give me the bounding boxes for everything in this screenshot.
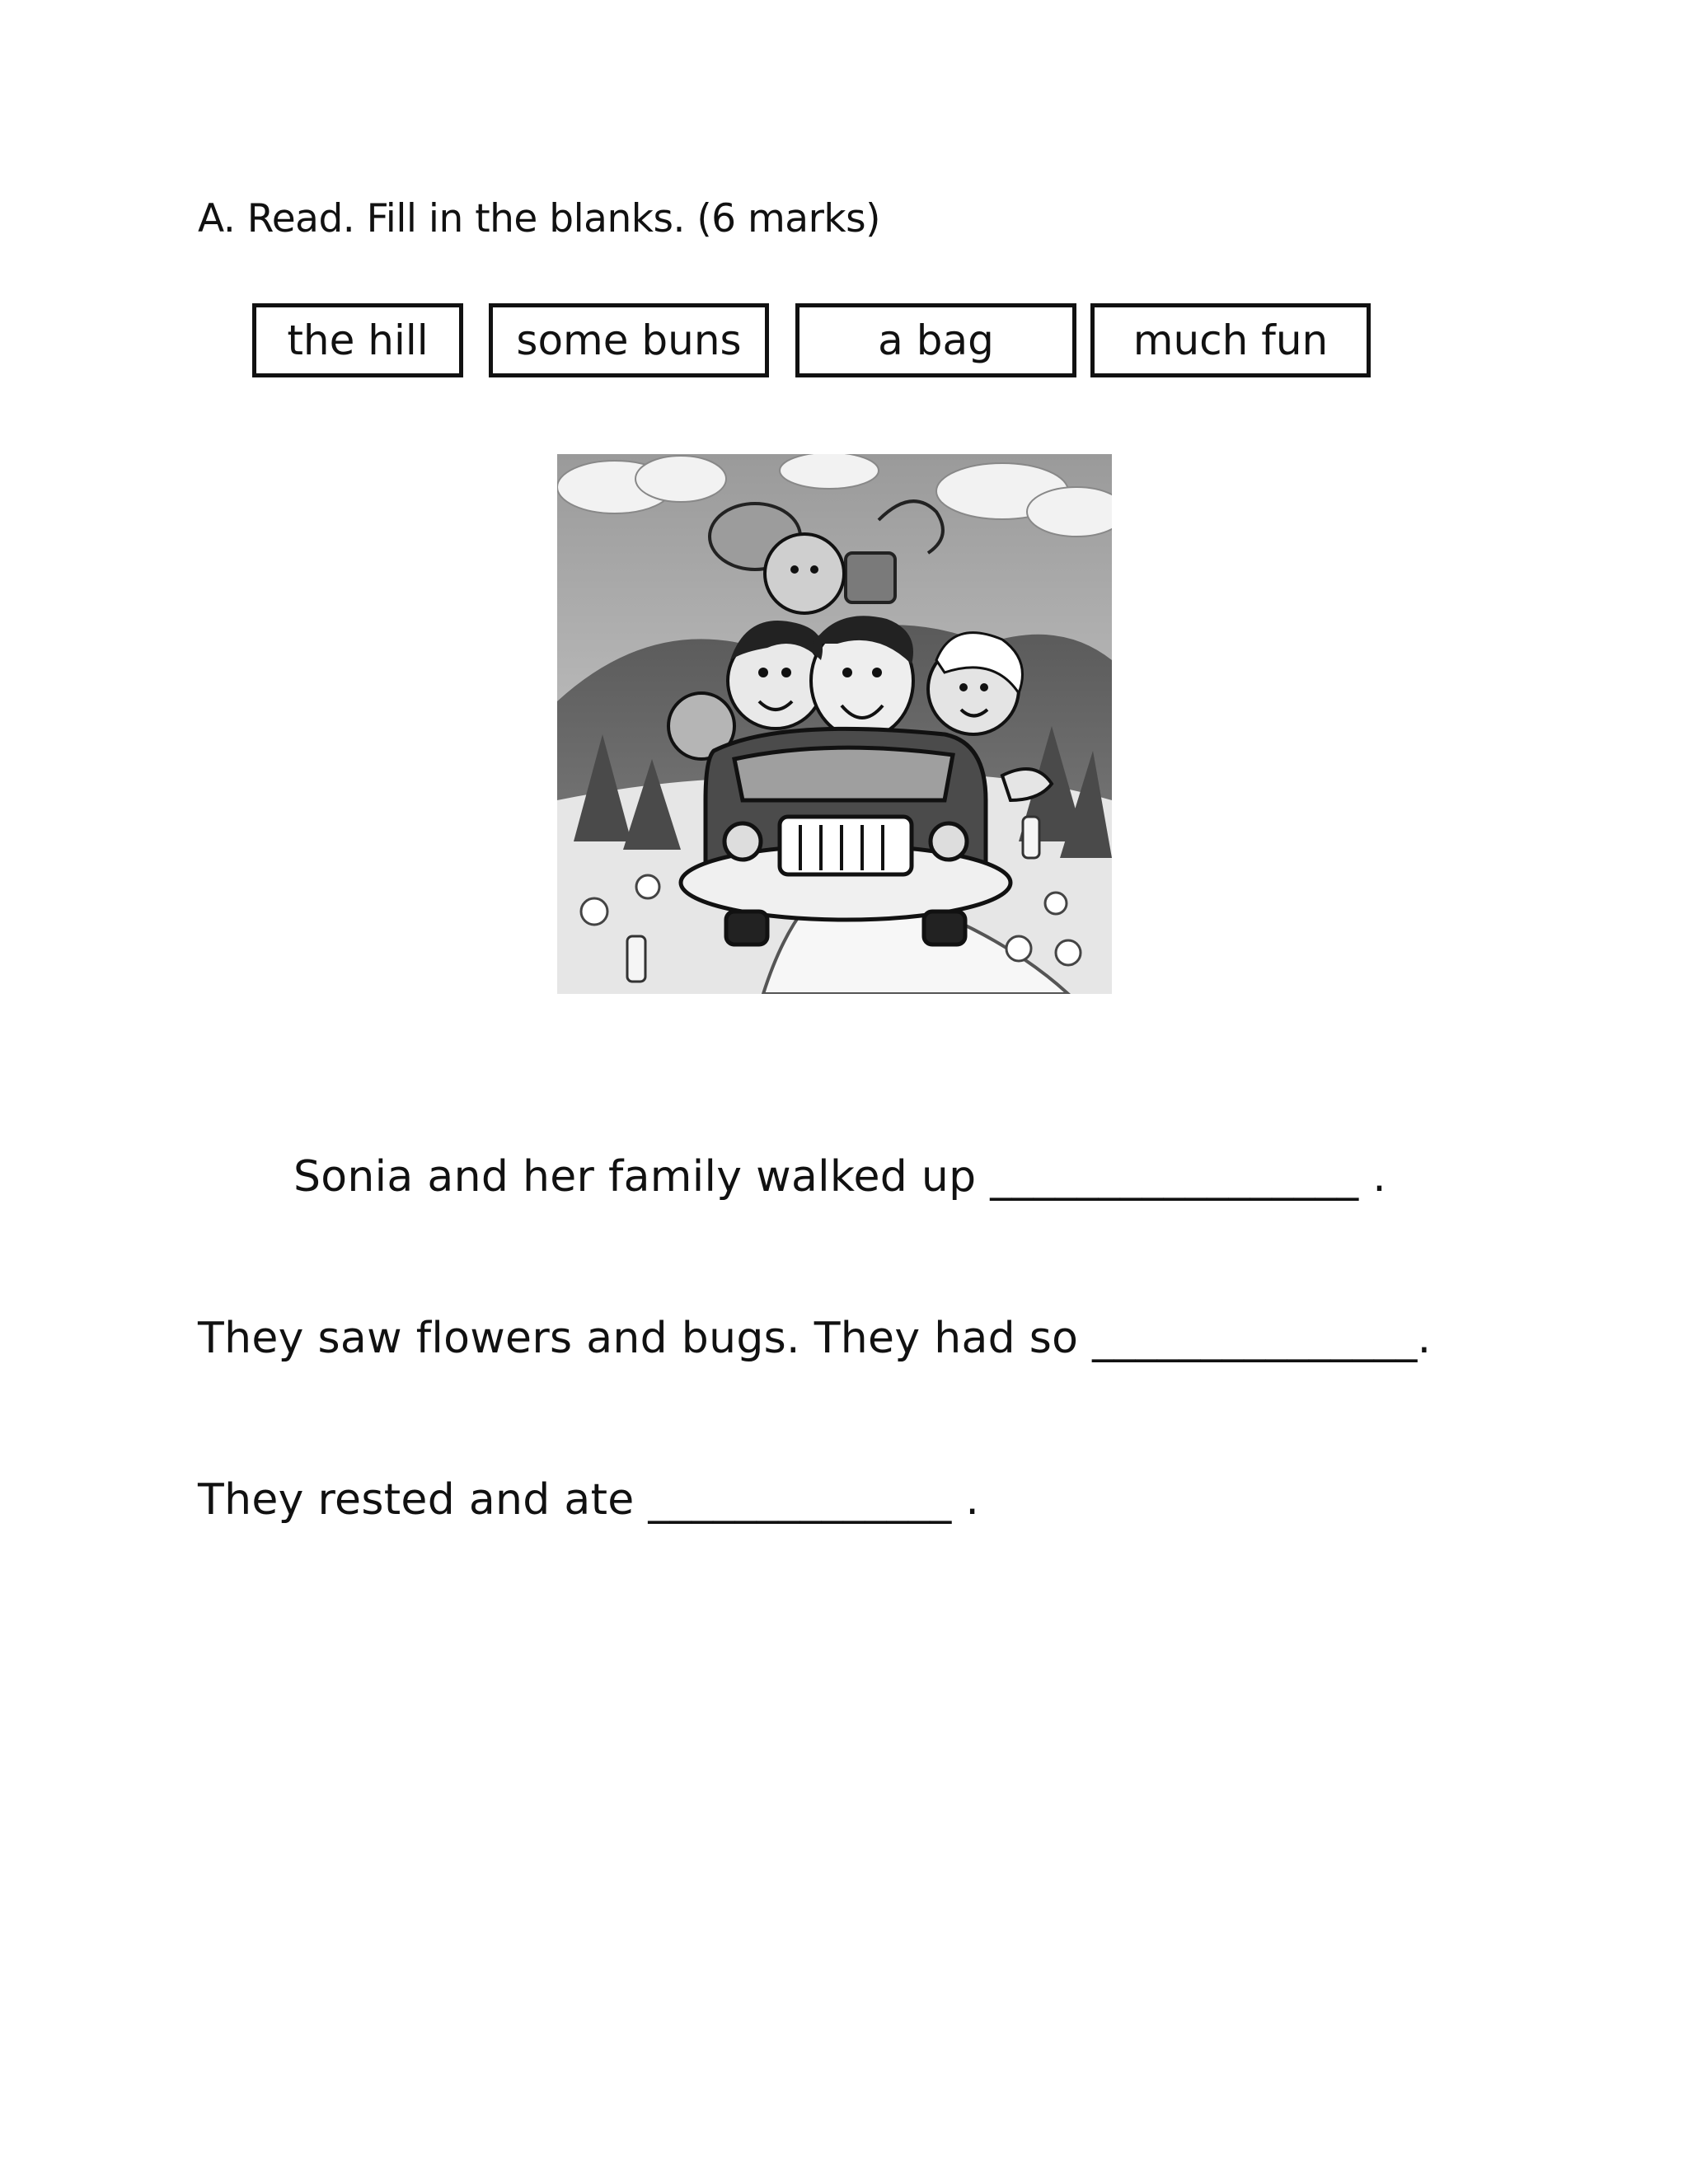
sentence-2: They saw flowers and bugs. They had so _______________. [198, 1314, 1432, 1363]
family-car-illustration [557, 454, 1112, 994]
word-box-some-buns: some buns [489, 303, 769, 377]
word-box-a-bag: a bag [795, 303, 1076, 377]
word-box-much-fun: much fun [1090, 303, 1371, 377]
sentence-3: They rested and ate ______________ . [198, 1475, 980, 1525]
word-box-the-hill: the hill [252, 303, 463, 377]
sentence-1: Sonia and her family walked up _________________ . [293, 1152, 1387, 1202]
instruction-heading: A. Read. Fill in the blanks. (6 marks) [198, 196, 880, 241]
